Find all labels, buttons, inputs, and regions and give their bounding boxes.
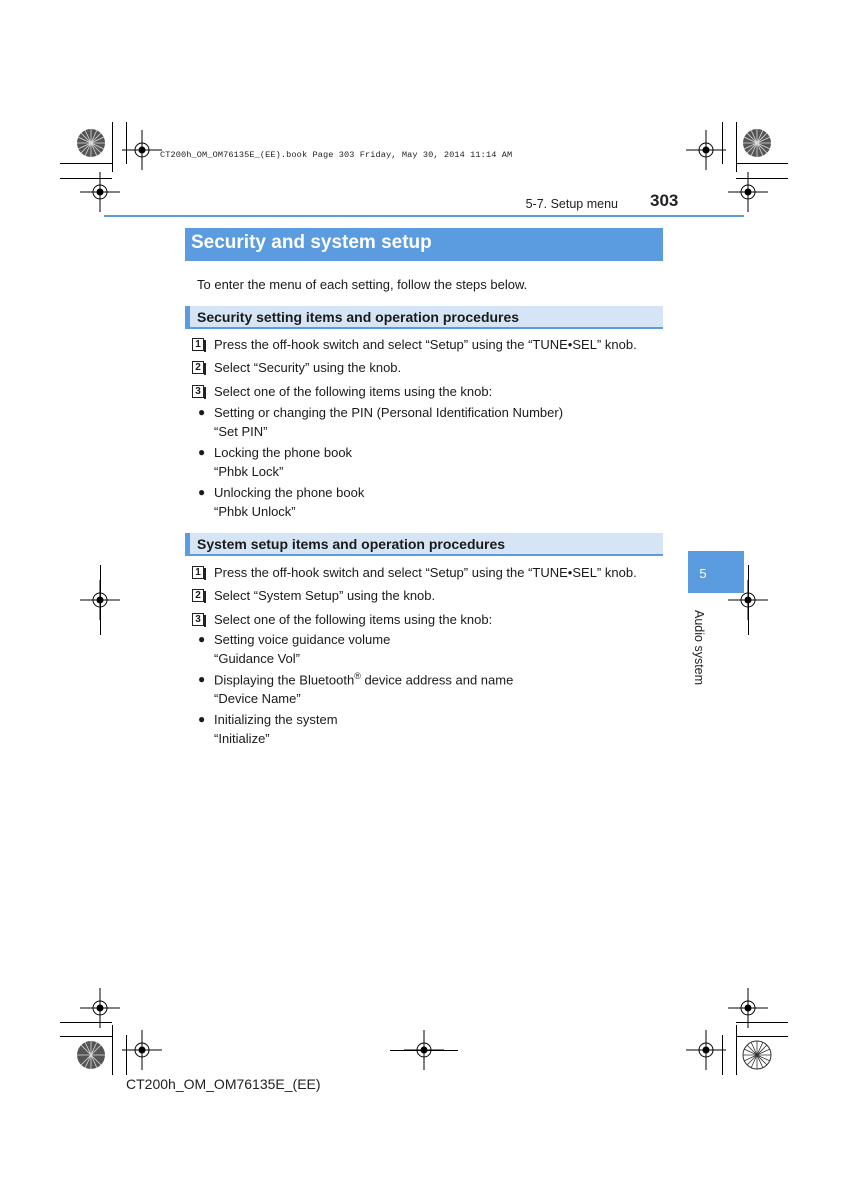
- registration-mark-icon: [686, 1030, 726, 1070]
- registration-mark-icon: [80, 172, 120, 212]
- page-number: 303: [650, 191, 679, 210]
- step-number: 3: [192, 385, 204, 398]
- header-rule: [104, 215, 744, 217]
- step-number: 3: [192, 613, 204, 626]
- page-title: Security and system setup: [191, 232, 432, 253]
- item-text: Initializing the system: [214, 712, 338, 727]
- bullet-icon: ●: [198, 445, 206, 459]
- item-menu-name: “Set PIN”: [214, 424, 268, 439]
- print-info-line: CT200h_OM_OM76135E_(EE).book Page 303 Friday, May 30, 2014 11:14 AM: [160, 150, 513, 160]
- step-number: 2: [192, 361, 204, 374]
- color-wheel-icon: [76, 128, 106, 158]
- registration-mark-icon: [122, 130, 162, 170]
- step-text: Select one of the following items using the knob:: [214, 384, 493, 399]
- section-label: 5-7. Setup menu: [525, 197, 618, 211]
- item-text: Locking the phone book: [214, 445, 353, 460]
- registration-mark-icon: [686, 130, 726, 170]
- bullet-icon: ●: [198, 405, 206, 419]
- section-heading: System setup items and operation procedures: [197, 536, 506, 552]
- color-wheel-icon: [742, 128, 772, 158]
- item-text-continued: device address and name: [360, 672, 514, 688]
- bullet-icon: ●: [198, 632, 206, 646]
- step-number: 1: [192, 566, 204, 579]
- item-text: Setting or changing the PIN (Personal Identification Number): [214, 405, 564, 420]
- step-number: 2: [192, 589, 204, 602]
- step-text: Press the off-hook switch and select “Setup” using the “TUNE•SEL” knob.: [214, 337, 637, 352]
- item-menu-name: “Guidance Vol”: [214, 651, 300, 666]
- color-wheel-icon: [76, 1040, 106, 1070]
- step-text: Press the off-hook switch and select “Setup” using the “TUNE•SEL” knob.: [214, 565, 637, 580]
- item-menu-name: “Phbk Lock”: [214, 464, 284, 479]
- registered-mark: ®: [354, 671, 361, 681]
- registration-mark-icon: [728, 172, 768, 212]
- bullet-icon: ●: [198, 672, 206, 686]
- color-wheel-icon: [742, 1040, 772, 1070]
- step-text: Select one of the following items using the knob:: [214, 612, 493, 627]
- intro-text: To enter the menu of each setting, follow the steps below.: [197, 277, 528, 292]
- item-menu-name: “Initialize”: [214, 731, 270, 746]
- step-text: Select “Security” using the knob.: [214, 360, 402, 375]
- footer-code: CT200h_OM_OM76135E_(EE): [126, 1076, 321, 1092]
- section-heading: Security setting items and operation procedures: [197, 309, 520, 325]
- item-text: Unlocking the phone book: [214, 485, 365, 500]
- item-text: Displaying the Bluetooth: [214, 672, 355, 688]
- bullet-icon: ●: [198, 712, 206, 726]
- chapter-label: Audio system: [692, 610, 706, 686]
- step-text: Select “System Setup” using the knob.: [214, 588, 436, 603]
- step-number: 1: [192, 338, 204, 351]
- item-text-bluetooth: [214, 671, 513, 687]
- registration-mark-icon: [122, 1030, 162, 1070]
- item-text: Setting voice guidance volume: [214, 632, 391, 647]
- item-menu-name: “Device Name”: [214, 691, 301, 706]
- chapter-number: 5: [699, 566, 707, 581]
- bullet-icon: ●: [198, 485, 206, 499]
- registration-mark-icon: [728, 988, 768, 1028]
- registration-mark-icon: [80, 988, 120, 1028]
- item-menu-name: “Phbk Unlock”: [214, 504, 296, 519]
